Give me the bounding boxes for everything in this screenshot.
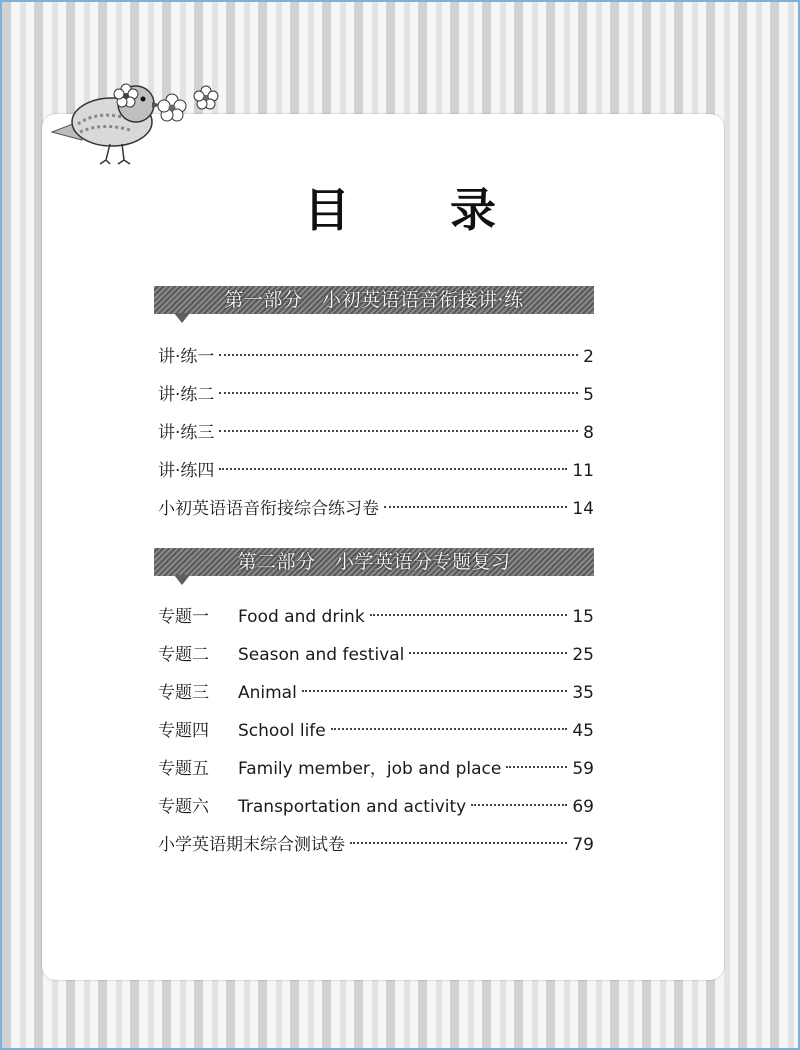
leader-dots bbox=[331, 728, 568, 730]
toc-page-number: 35 bbox=[572, 683, 594, 703]
topic-number: 专题五 bbox=[158, 759, 209, 779]
toc-row[interactable] bbox=[158, 418, 594, 444]
toc-row[interactable] bbox=[158, 792, 594, 818]
toc-page-number: 14 bbox=[572, 499, 594, 519]
toc-page-number: 25 bbox=[572, 645, 594, 665]
leader-dots bbox=[471, 804, 567, 806]
toc-entry-title: 小学英语期末综合测试卷 bbox=[158, 835, 345, 855]
toc-entry-title: Food and drink bbox=[238, 607, 365, 627]
toc-row[interactable] bbox=[158, 456, 594, 482]
section-header-tail bbox=[174, 575, 190, 585]
section-header-part-two bbox=[154, 548, 594, 576]
section-header-tail bbox=[174, 313, 190, 323]
toc-page-number: 45 bbox=[572, 721, 594, 741]
toc-entry-title: Animal bbox=[238, 683, 297, 703]
toc-entry-title: 讲·练二 bbox=[158, 385, 215, 405]
toc-entry-title: 讲·练一 bbox=[158, 347, 215, 367]
page-title: 目 录 bbox=[303, 183, 538, 237]
leader-dots bbox=[384, 506, 567, 508]
leader-dots bbox=[219, 354, 578, 356]
toc-row[interactable] bbox=[158, 602, 594, 628]
toc-row[interactable] bbox=[158, 342, 594, 368]
toc-page-number: 11 bbox=[572, 461, 594, 481]
toc-entry-title: School life bbox=[238, 721, 326, 741]
toc-row[interactable] bbox=[158, 716, 594, 742]
leader-dots bbox=[350, 842, 567, 844]
leader-dots bbox=[219, 430, 578, 432]
toc-page-number: 15 bbox=[572, 607, 594, 627]
toc-row[interactable] bbox=[158, 380, 594, 406]
toc-page-number: 2 bbox=[583, 347, 594, 367]
toc-entry-title: 讲·练四 bbox=[158, 461, 215, 481]
topic-number: 专题四 bbox=[158, 721, 209, 741]
leader-dots bbox=[409, 652, 567, 654]
toc-page-number: 8 bbox=[583, 423, 594, 443]
toc-entry-title: 小初英语语音衔接综合练习卷 bbox=[158, 499, 379, 519]
toc-row[interactable] bbox=[158, 830, 594, 856]
toc-row[interactable] bbox=[158, 678, 594, 704]
leader-dots bbox=[370, 614, 568, 616]
toc-page-number: 69 bbox=[572, 797, 594, 817]
toc-entry-title: 讲·练三 bbox=[158, 423, 215, 443]
section-header-label: 第一部分 小初英语语音衔接讲·练 bbox=[224, 289, 524, 311]
toc-page-number: 5 bbox=[583, 385, 594, 405]
section-header-part-one bbox=[154, 286, 594, 314]
topic-number: 专题三 bbox=[158, 683, 209, 703]
leader-dots bbox=[219, 468, 567, 470]
topic-number: 专题一 bbox=[158, 607, 209, 627]
toc-row[interactable] bbox=[158, 754, 594, 780]
toc-page-number: 79 bbox=[572, 835, 594, 855]
toc-entry-title: Transportation and activity bbox=[238, 797, 467, 817]
toc-page-number: 59 bbox=[572, 759, 594, 779]
section-header-label: 第二部分 小学英语分专题复习 bbox=[237, 551, 511, 573]
leader-dots bbox=[302, 690, 568, 692]
toc-row[interactable] bbox=[158, 640, 594, 666]
topic-number: 专题六 bbox=[158, 797, 209, 817]
toc-entry-title: Season and festival bbox=[238, 645, 405, 665]
topic-number: 专题二 bbox=[158, 645, 209, 665]
leader-dots bbox=[506, 766, 567, 768]
toc-entry-title: Family member，job and place bbox=[238, 759, 502, 779]
leader-dots bbox=[219, 392, 578, 394]
toc-row[interactable] bbox=[158, 494, 594, 520]
bird-flower-decoration-icon bbox=[44, 74, 234, 166]
